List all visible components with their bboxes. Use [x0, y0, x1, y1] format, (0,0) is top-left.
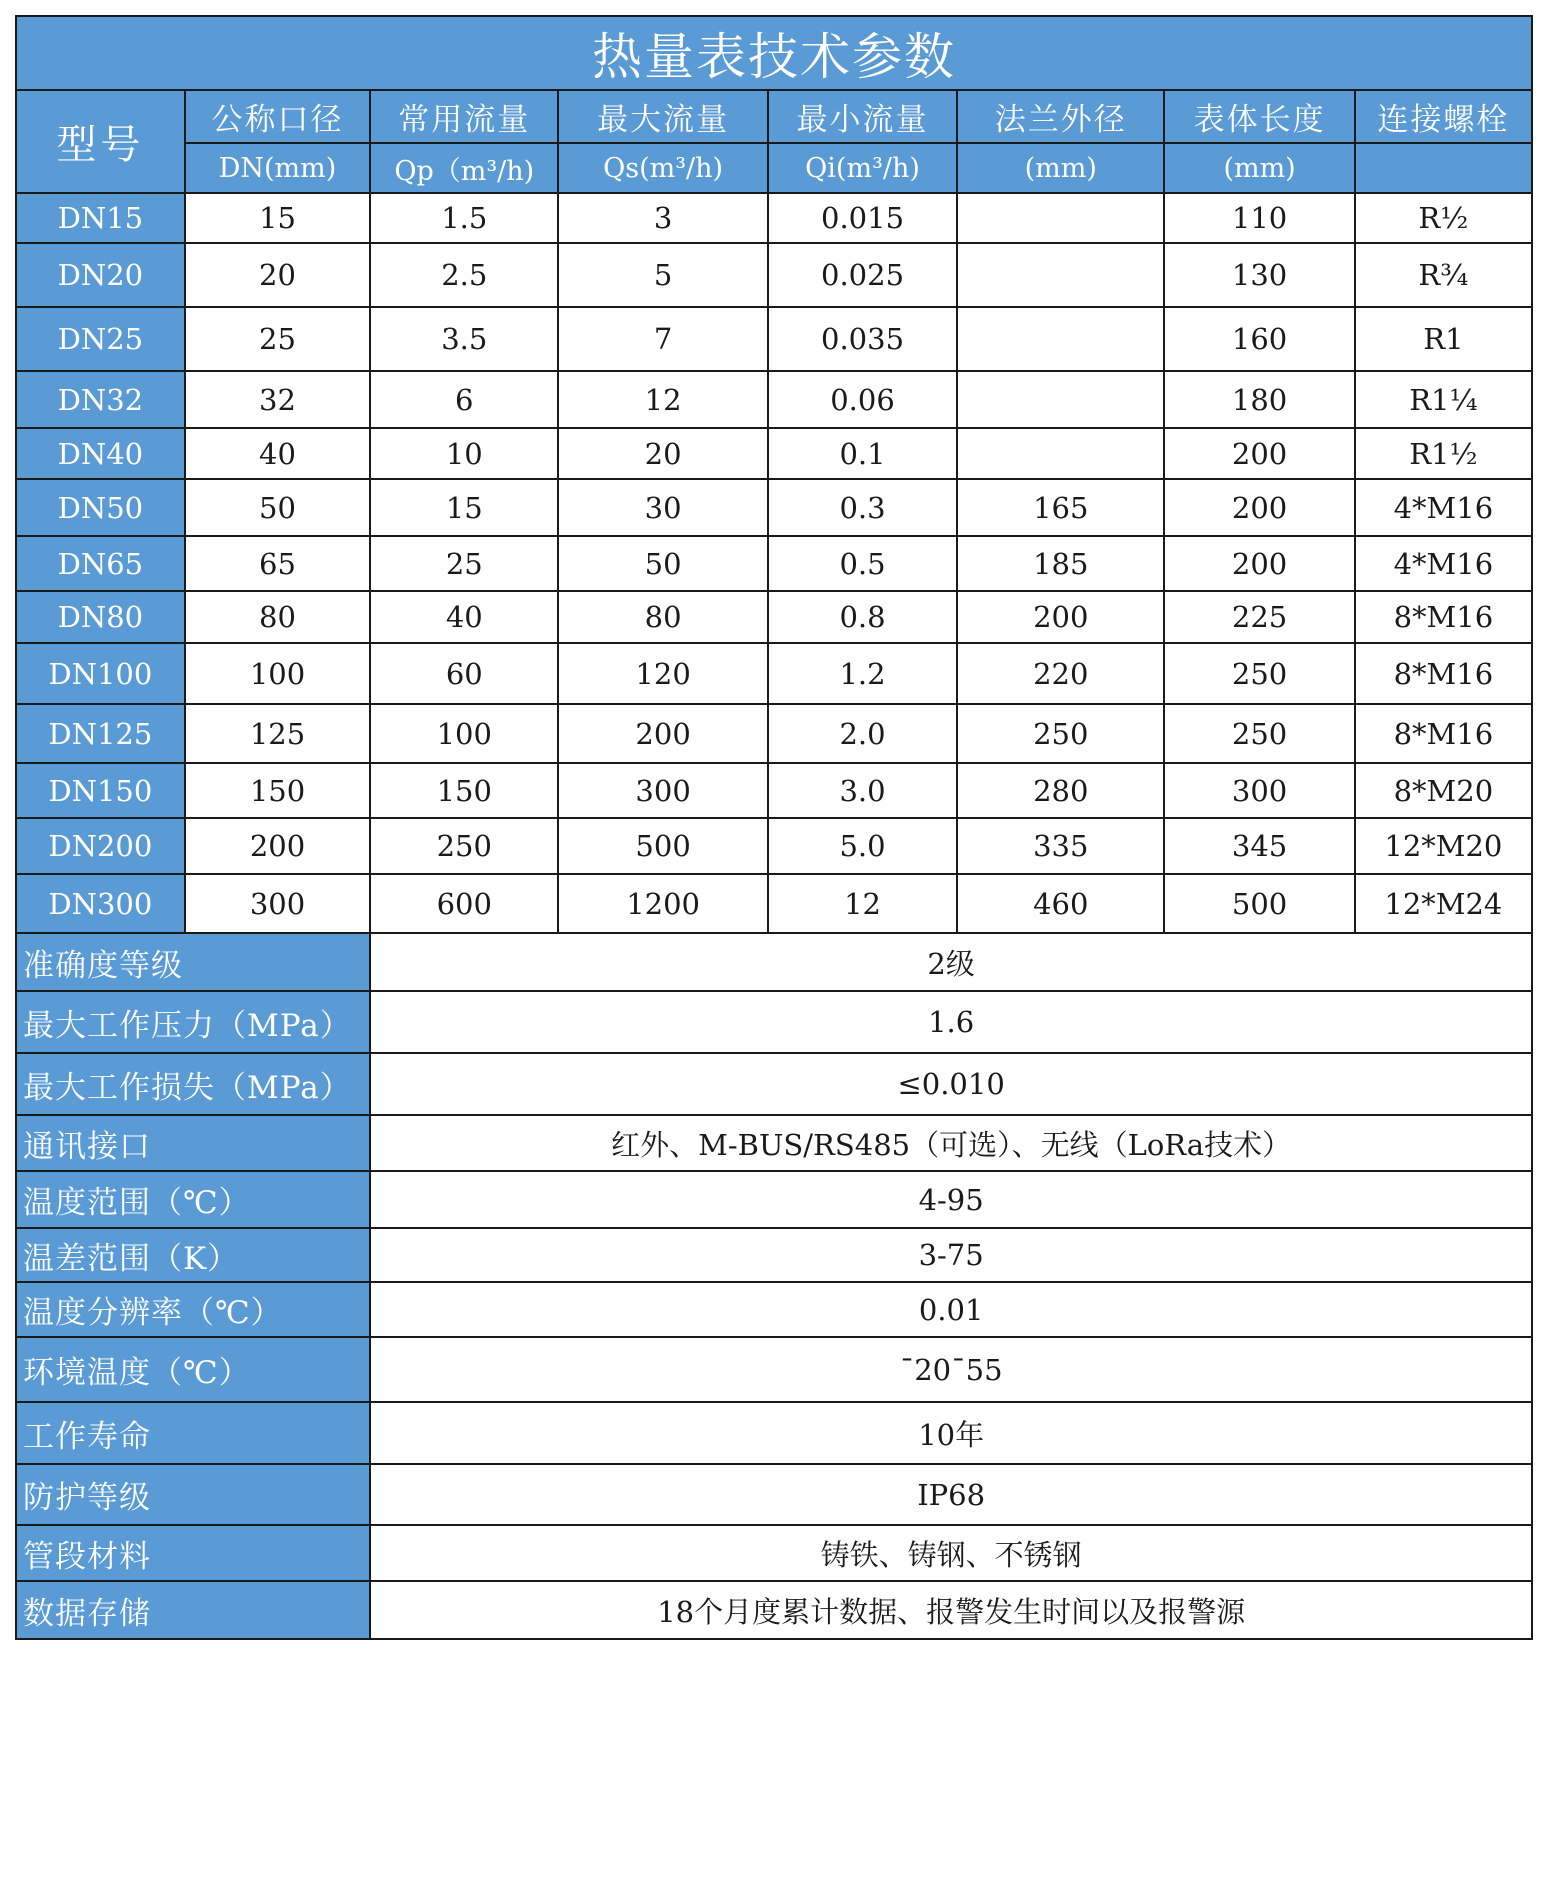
column-unit-flange-diameter: (mm) — [957, 143, 1164, 193]
data-cell — [957, 307, 1164, 371]
table-row — [16, 193, 1532, 243]
data-cell: 25 — [185, 307, 371, 371]
spec-row — [16, 1464, 1532, 1525]
data-cell: 20 — [185, 243, 371, 307]
data-cell: 80 — [185, 591, 371, 643]
spec-label: 环境温度（℃） — [16, 1337, 370, 1402]
model-cell: DN20 — [16, 243, 185, 307]
spec-label: 温度分辨率（℃） — [16, 1282, 370, 1337]
data-cell: 250 — [1164, 643, 1354, 704]
spec-row — [16, 1053, 1532, 1115]
model-cell: DN100 — [16, 643, 185, 704]
data-cell: 2.5 — [370, 243, 558, 307]
model-cell: DN80 — [16, 591, 185, 643]
column-unit-max-flow: Qs(m³/h) — [558, 143, 768, 193]
data-cell — [957, 243, 1164, 307]
table-row — [16, 428, 1532, 479]
data-cell: 345 — [1164, 818, 1354, 874]
spec-label: 温差范围（K） — [16, 1228, 370, 1282]
model-cell: DN32 — [16, 371, 185, 428]
model-cell: DN50 — [16, 479, 185, 536]
data-cell: 3.0 — [768, 763, 957, 818]
spec-value: 4-95 — [370, 1171, 1532, 1228]
column-header-common-flow: 常用流量 — [370, 90, 558, 143]
data-cell: 185 — [957, 536, 1164, 591]
data-cell: 3 — [558, 193, 768, 243]
table-row — [16, 704, 1532, 763]
spec-value: 18个月度累计数据、报警发生时间以及报警源 — [370, 1581, 1532, 1639]
data-cell: 12*M24 — [1355, 874, 1532, 933]
data-cell: 110 — [1164, 193, 1354, 243]
spec-value: 3-75 — [370, 1228, 1532, 1282]
data-cell: 200 — [558, 704, 768, 763]
data-cell: 120 — [558, 643, 768, 704]
data-cell: 250 — [370, 818, 558, 874]
data-cell — [957, 428, 1164, 479]
data-cell: 130 — [1164, 243, 1354, 307]
model-cell: DN125 — [16, 704, 185, 763]
spec-label: 最大工作压力（MPa） — [16, 991, 370, 1053]
model-cell: DN40 — [16, 428, 185, 479]
spec-row — [16, 1282, 1532, 1337]
data-cell: 220 — [957, 643, 1164, 704]
table-row — [16, 763, 1532, 818]
spec-row — [16, 1115, 1532, 1171]
data-cell: 25 — [370, 536, 558, 591]
data-cell: 4*M16 — [1355, 479, 1532, 536]
data-cell: 200 — [1164, 479, 1354, 536]
data-cell: 250 — [1164, 704, 1354, 763]
data-cell: 60 — [370, 643, 558, 704]
spec-label: 工作寿命 — [16, 1402, 370, 1464]
model-cell: DN300 — [16, 874, 185, 933]
data-cell: 125 — [185, 704, 371, 763]
data-cell: 32 — [185, 371, 371, 428]
spec-row — [16, 1581, 1532, 1639]
data-cell: 200 — [185, 818, 371, 874]
data-cell: 12*M20 — [1355, 818, 1532, 874]
data-cell: 8*M16 — [1355, 704, 1532, 763]
data-cell: 250 — [957, 704, 1164, 763]
data-cell: 225 — [1164, 591, 1354, 643]
data-cell — [957, 371, 1164, 428]
spec-value: 2级 — [370, 933, 1532, 991]
data-cell: 30 — [558, 479, 768, 536]
spec-row — [16, 1171, 1532, 1228]
data-cell: 15 — [185, 193, 371, 243]
spec-label: 防护等级 — [16, 1464, 370, 1525]
spec-row — [16, 1337, 1532, 1402]
data-cell: 0.015 — [768, 193, 957, 243]
data-cell: 2.0 — [768, 704, 957, 763]
column-header-bolts: 连接螺栓 — [1355, 90, 1532, 143]
spec-label: 管段材料 — [16, 1525, 370, 1581]
data-cell: 8*M16 — [1355, 591, 1532, 643]
spec-row — [16, 1402, 1532, 1464]
table-title: 热量表技术参数 — [16, 16, 1532, 90]
table-row — [16, 307, 1532, 371]
table-row — [16, 536, 1532, 591]
table-row — [16, 243, 1532, 307]
spec-label: 准确度等级 — [16, 933, 370, 991]
column-header-min-flow: 最小流量 — [768, 90, 957, 143]
data-cell: 0.5 — [768, 536, 957, 591]
data-cell: 150 — [370, 763, 558, 818]
spec-row — [16, 1525, 1532, 1581]
data-cell: 40 — [185, 428, 371, 479]
data-cell: R1¼ — [1355, 371, 1532, 428]
data-cell: 10 — [370, 428, 558, 479]
data-cell: R½ — [1355, 193, 1532, 243]
data-cell: 15 — [370, 479, 558, 536]
spec-label: 数据存储 — [16, 1581, 370, 1639]
data-cell: 40 — [370, 591, 558, 643]
heat-meter-spec-table — [15, 15, 1533, 1640]
data-cell: 600 — [370, 874, 558, 933]
data-cell: 0.035 — [768, 307, 957, 371]
spec-value: IP68 — [370, 1464, 1532, 1525]
model-cell: DN25 — [16, 307, 185, 371]
data-cell: 0.8 — [768, 591, 957, 643]
data-cell: 1.5 — [370, 193, 558, 243]
data-cell: 0.1 — [768, 428, 957, 479]
model-cell: DN150 — [16, 763, 185, 818]
column-unit-body-length: (mm) — [1164, 143, 1354, 193]
data-cell: 8*M16 — [1355, 643, 1532, 704]
data-cell: 20 — [558, 428, 768, 479]
data-cell: 0.3 — [768, 479, 957, 536]
data-cell: 65 — [185, 536, 371, 591]
data-cell: 80 — [558, 591, 768, 643]
column-unit-nominal-diameter: DN(mm) — [185, 143, 371, 193]
data-cell: 165 — [957, 479, 1164, 536]
data-cell: 8*M20 — [1355, 763, 1532, 818]
spec-value: 铸铁、铸钢、不锈钢 — [370, 1525, 1532, 1581]
spec-value: ≤0.010 — [370, 1053, 1532, 1115]
data-cell: 100 — [185, 643, 371, 704]
data-cell: 300 — [1164, 763, 1354, 818]
spec-row — [16, 1228, 1532, 1282]
table-row — [16, 818, 1532, 874]
data-cell: 0.06 — [768, 371, 957, 428]
spec-value: 1.6 — [370, 991, 1532, 1053]
data-cell: 280 — [957, 763, 1164, 818]
table-row — [16, 479, 1532, 536]
model-cell: DN15 — [16, 193, 185, 243]
spec-label: 最大工作损失（MPa） — [16, 1053, 370, 1115]
spec-value: 10年 — [370, 1402, 1532, 1464]
data-cell: 5.0 — [768, 818, 957, 874]
data-cell: 200 — [1164, 428, 1354, 479]
spec-row — [16, 991, 1532, 1053]
data-cell: R1½ — [1355, 428, 1532, 479]
data-cell: 5 — [558, 243, 768, 307]
model-column-header: 型号 — [16, 90, 185, 193]
data-cell: 3.5 — [370, 307, 558, 371]
table-row — [16, 874, 1532, 933]
model-cell: DN200 — [16, 818, 185, 874]
spec-value: ¯20¯55 — [370, 1337, 1532, 1402]
data-cell: 200 — [1164, 536, 1354, 591]
table-row — [16, 591, 1532, 643]
data-cell: 100 — [370, 704, 558, 763]
spec-row — [16, 933, 1532, 991]
column-header-body-length: 表体长度 — [1164, 90, 1354, 143]
data-cell: R¾ — [1355, 243, 1532, 307]
spec-value: 红外、M-BUS/RS485（可选）、无线（LoRa技术） — [370, 1115, 1532, 1171]
column-unit-bolts — [1355, 143, 1532, 193]
data-cell: 0.025 — [768, 243, 957, 307]
data-cell: 6 — [370, 371, 558, 428]
data-cell: 500 — [558, 818, 768, 874]
data-cell: 7 — [558, 307, 768, 371]
data-cell — [957, 193, 1164, 243]
table-row — [16, 643, 1532, 704]
data-cell: 1200 — [558, 874, 768, 933]
data-cell: 160 — [1164, 307, 1354, 371]
column-header-max-flow: 最大流量 — [558, 90, 768, 143]
data-cell: R1 — [1355, 307, 1532, 371]
data-cell: 150 — [185, 763, 371, 818]
data-cell: 12 — [558, 371, 768, 428]
data-cell: 500 — [1164, 874, 1354, 933]
data-cell: 180 — [1164, 371, 1354, 428]
column-unit-common-flow: Qp（m³/h) — [370, 143, 558, 193]
data-cell: 460 — [957, 874, 1164, 933]
data-cell: 300 — [185, 874, 371, 933]
data-cell: 335 — [957, 818, 1164, 874]
data-cell: 50 — [185, 479, 371, 536]
data-cell: 12 — [768, 874, 957, 933]
table-row — [16, 371, 1532, 428]
data-cell: 50 — [558, 536, 768, 591]
column-header-flange-diameter: 法兰外径 — [957, 90, 1164, 143]
data-cell: 300 — [558, 763, 768, 818]
spec-value: 0.01 — [370, 1282, 1532, 1337]
model-cell: DN65 — [16, 536, 185, 591]
column-header-nominal-diameter: 公称口径 — [185, 90, 371, 143]
data-cell: 1.2 — [768, 643, 957, 704]
spec-label: 温度范围（℃） — [16, 1171, 370, 1228]
data-cell: 4*M16 — [1355, 536, 1532, 591]
column-unit-min-flow: Qi(m³/h) — [768, 143, 957, 193]
data-cell: 200 — [957, 591, 1164, 643]
spec-label: 通讯接口 — [16, 1115, 370, 1171]
